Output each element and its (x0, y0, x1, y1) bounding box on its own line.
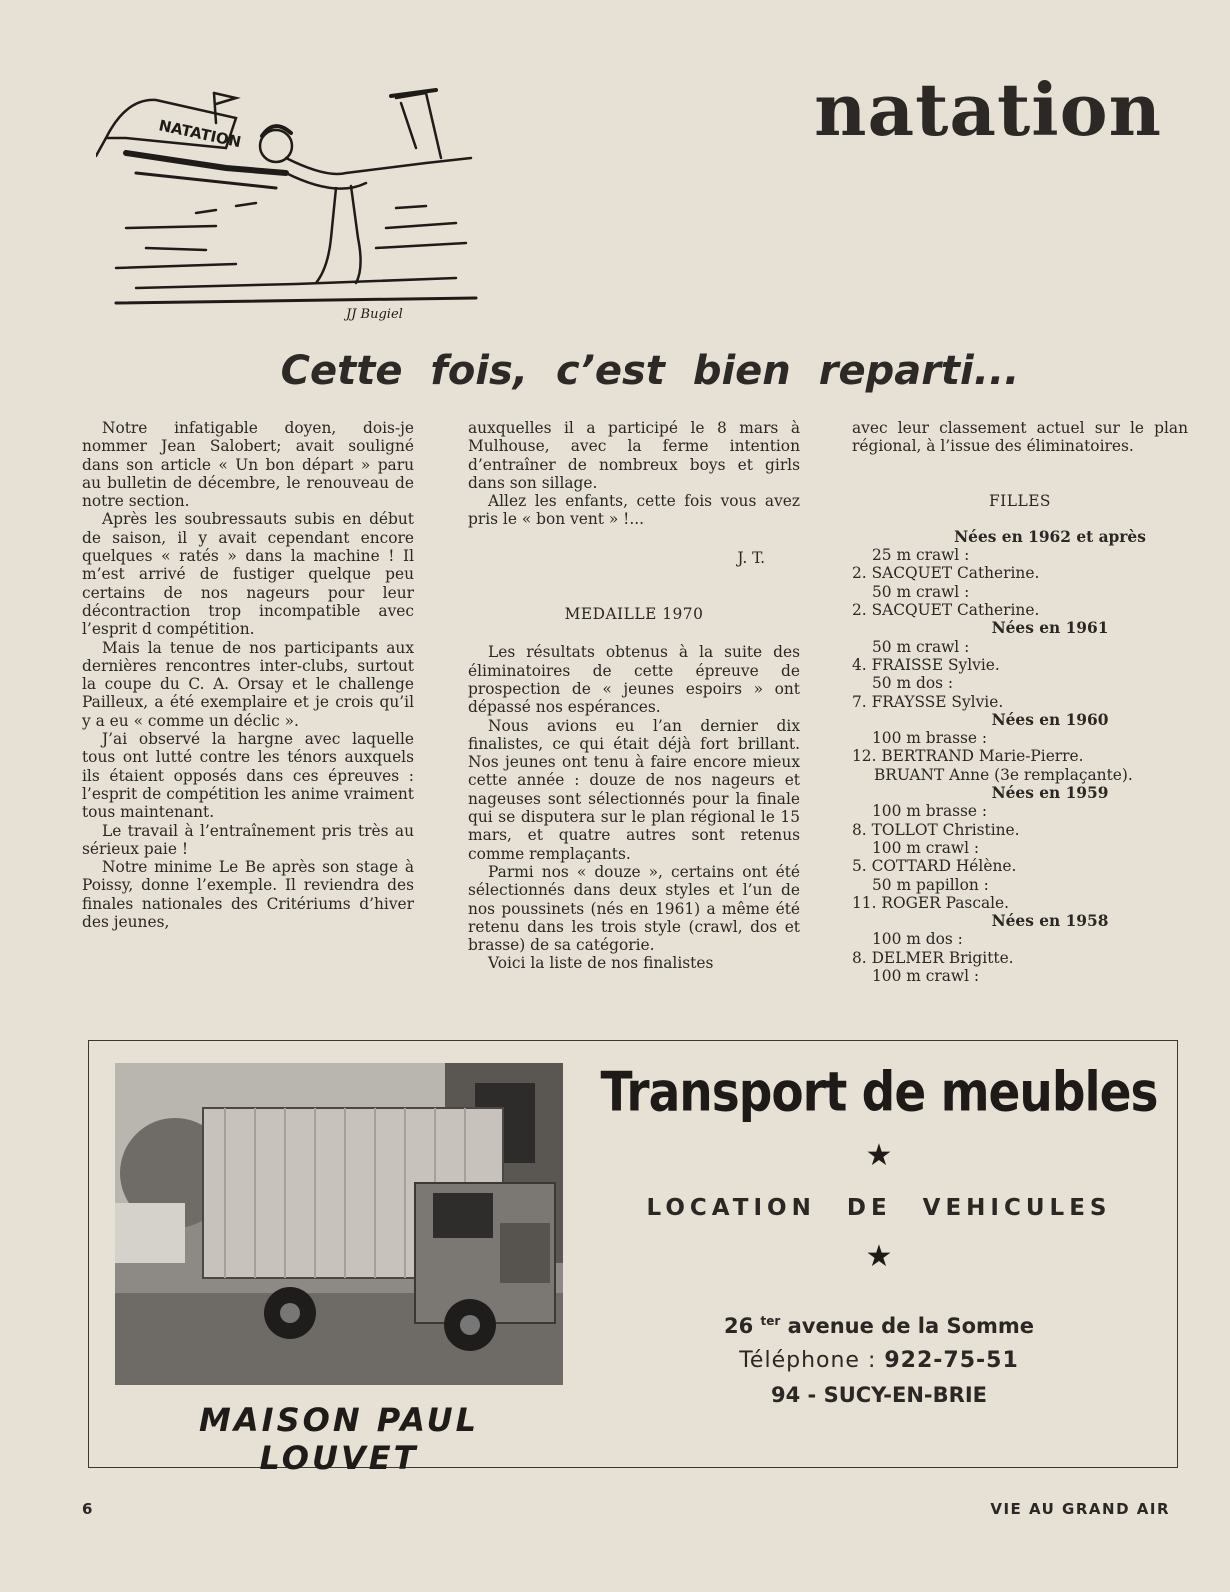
advertisement (88, 1040, 1178, 1477)
event-line: 100 m brasse : (872, 802, 988, 821)
paragraph: avec leur classement actuel sur le plan régional, à l’issue des éliminatoires. (852, 419, 1188, 456)
paragraph: Parmi nos « douze », certains ont été sélectionnés dans deux styles et l’un de nos poussinets (nés en 1961) a même été retenu dans les trois style (crawl, dos et brasse) de sa catégorie. (468, 862, 800, 955)
ranking-line: 12. BERTRAND Marie-Pierre. (852, 747, 1084, 766)
ad-text-block (599, 1041, 1159, 1407)
ad-telephone (599, 1348, 1159, 1373)
results-list (852, 528, 1188, 985)
paragraph: auxquelles il a participé le 8 mars à Mulhouse, avec la ferme intention d’entraîner de nombreux boys et girls dans son sillage. (468, 419, 800, 492)
event-line: 50 m crawl : (872, 637, 970, 656)
ad-brand-name: MAISON PAUL LOUVET (199, 1401, 479, 1477)
ad-city: 94 - SUCY-EN-BRIE (771, 1383, 987, 1407)
ranking-line: 7. FRAYSSE Sylvie. (852, 692, 1004, 711)
page-number: 6 (82, 1500, 93, 1518)
ranking-line: 2. SACQUET Catherine. (852, 564, 1040, 583)
age-category: Nées en 1961 (991, 619, 1109, 638)
ranking-line: 11. ROGER Pascale. (852, 893, 1010, 912)
ranking-line: BRUANT Anne (3e remplaçante). (874, 765, 1133, 784)
paragraph: Nous avions eu l’an dernier dix finalistes, ce qui était déjà fort brillant. Nos jeunes ont tenu à faire encore mieux cette année : douze de nos nageurs et nageuses sont sélectionnés pour la finale qui se disputera sur le plan régional le 15 mars, et quatre autres sont retenus comme remplaçants. (468, 716, 800, 863)
ranking-line: 5. COTTARD Hélène. (852, 857, 1017, 876)
ad-title: Transport de meubles (600, 1060, 1158, 1125)
event-line: 25 m crawl : (872, 546, 970, 565)
paragraph: J’ai observé la hargne avec laquelle tous ont lutté contre les ténors auxquels ils étaient opposés dans ces épreuves : l’esprit de compétition les anime vraiment tous maintenant. (82, 730, 414, 822)
paragraph: Le travail à l’entraînement pris très au sérieux paie ! (82, 821, 414, 858)
article-headline: Cette fois, c’est bien reparti... (280, 348, 1020, 394)
event-line: 100 m brasse : (872, 729, 988, 748)
article-column-1 (82, 419, 414, 931)
medal-heading: MEDAILLE 1970 (564, 605, 704, 624)
swimmer-illustration (96, 78, 496, 333)
ad-address (599, 1314, 1159, 1338)
paragraph: Notre minime Le Be après son stage à Poissy, donne l’exemple. Il reviendra des finales nationales des Critériums d’hiver des jeunes, (82, 858, 414, 932)
event-line: 50 m dos : (872, 674, 954, 693)
star-icon: ★ (865, 1138, 893, 1173)
article-column-3 (852, 419, 1188, 985)
age-category: Nées en 1959 (991, 784, 1109, 803)
paragraph: Mais la tenue de nos participants aux dernières rencontres inter-clubs, surtout la coupe du C. A. Orsay et le challenge Pailleux, a été exemplaire et je crois qu’il y a eu « comme un déclic ». (82, 638, 414, 730)
ad-service: LOCATION DE VEHICULES (646, 1195, 1112, 1221)
paragraph: Voici la liste de nos finalistes (488, 954, 714, 973)
illustration-signature: JJ Bugiel (346, 307, 403, 322)
event-line: 100 m crawl : (872, 838, 980, 857)
paragraph: Notre infatigable doyen, dois-je nommer Jean Salobert; avait souligné dans son article « Un bon départ » paru au bulletin de décembre, le renouveau de notre section. (82, 419, 414, 511)
filles-heading: FILLES (989, 491, 1051, 510)
event-line: 100 m dos : (872, 930, 963, 949)
age-category: Nées en 1962 et après (954, 527, 1146, 546)
illustration-banner-text: NATATION (157, 116, 243, 152)
event-line: 100 m crawl : (872, 967, 980, 986)
event-line: 50 m crawl : (872, 582, 970, 601)
ranking-line: 2. SACQUET Catherine. (852, 601, 1040, 620)
paragraph: Après les soubressauts subis en début de saison, il y avait cependant encore quelques « ratés » dans la machine ! Il m’est arrivé de fustiger quelque peu certains de nos nageurs pour leur décontraction trop incompatible avec l’esprit d compétition. (82, 510, 414, 639)
event-line: 50 m papillon : (872, 875, 989, 894)
telephone-label: Téléphone : (739, 1348, 877, 1373)
ranking-line: 8. TOLLOT Christine. (852, 820, 1020, 839)
star-icon: ★ (865, 1239, 893, 1274)
section-title: natation (814, 67, 1162, 152)
article-column-2 (468, 419, 800, 973)
age-category: Nées en 1958 (991, 912, 1109, 931)
ranking-line: 4. FRAISSE Sylvie. (852, 655, 1000, 674)
magazine-name: VIE AU GRAND AIR (990, 1500, 1170, 1518)
address-street: avenue de la Somme (787, 1314, 1035, 1338)
truck-photo (115, 1063, 563, 1385)
address-suffix: ter (760, 1314, 781, 1328)
author-signature: J. T. (737, 548, 765, 567)
age-category: Nées en 1960 (991, 710, 1109, 729)
paragraph: Les résultats obtenus à la suite des éliminatoires de cette épreuve de prospection de « jeunes espoirs » ont dépassé nos espérances. (468, 643, 800, 717)
address-number: 26 (723, 1314, 754, 1338)
telephone-number: 922-75-51 (884, 1348, 1019, 1373)
ranking-line: 8. DELMER Brigitte. (852, 948, 1014, 967)
paragraph: Allez les enfants, cette fois vous avez pris le « bon vent » !... (468, 492, 800, 529)
